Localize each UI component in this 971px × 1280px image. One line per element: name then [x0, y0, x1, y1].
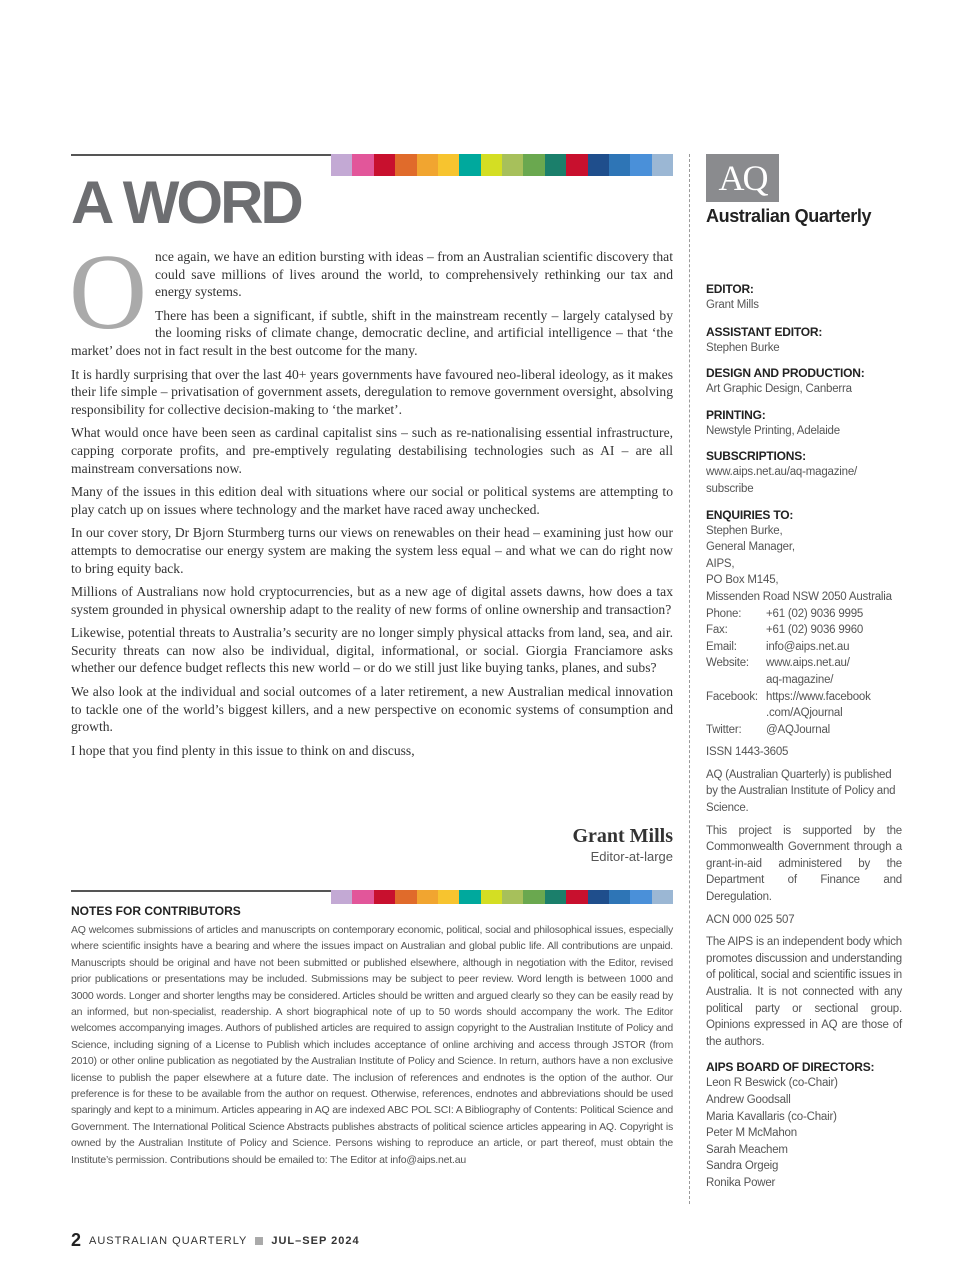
fax-label: Fax: — [706, 624, 728, 637]
color-swatch — [331, 154, 352, 176]
color-swatch — [481, 890, 502, 904]
page-number: 2 — [71, 1230, 82, 1250]
aips-note: The AIPS is an independent body which promotes discussion and understanding of political, social and scientific issues in Australia. It is not connected with any political party or sectional group. Opinions expressed in AQ are those of the authors. — [706, 936, 902, 1048]
design-heading: DESIGN AND PRODUCTION: — [706, 366, 865, 381]
enquiries-heading: ENQUIRIES TO: — [706, 507, 794, 522]
website-link[interactable]: www.aips.net.au/ aq-magazine/ — [766, 657, 850, 686]
color-swatch — [352, 154, 373, 176]
paragraph-4: What would once have been seen as cardinal capitalist sins – such as re-nationalising essential infrastructure, capping corporate profits, and pre-emptively regulating destabilising technologies such as AI – are all mainstream conversations now. — [71, 425, 673, 476]
color-swatch — [652, 154, 673, 176]
color-swatch — [609, 154, 630, 176]
subscriptions-url-cont[interactable]: subscribe — [706, 482, 754, 495]
website-label: Website: — [706, 657, 749, 670]
phone-value: +61 (02) 9036 9995 — [766, 607, 864, 620]
dropcap: O — [69, 233, 147, 352]
article-body — [69, 233, 673, 765]
board-member: Sandra Orgeig — [706, 1160, 779, 1173]
board-member: Peter M McMahon — [706, 1127, 797, 1140]
color-swatch — [459, 154, 480, 176]
board-member: Sarah Meachem — [706, 1143, 788, 1156]
enquiries-line: Missenden Road NSW 2050 Australia — [706, 590, 892, 603]
color-swatch — [609, 890, 630, 904]
email-link[interactable]: info@aips.net.au — [766, 640, 850, 653]
email-label: Email: — [706, 640, 737, 653]
color-swatch — [566, 890, 587, 904]
color-swatch — [566, 154, 587, 176]
color-swatch — [417, 154, 438, 176]
notes-body: AQ welcomes submissions of articles and manuscripts on contemporary economic, political, social and philosophical issues, especially where scientific insights have a bearing and where the issues impact on Australian and global public life. All contributions are unpaid. Manuscripts should be original and have not been submitted or published elsewhere, although in negotiation with the Editor, revised prior publications or presentations may be included. Submissions may be subject to peer review. Word length is between 1000 and 3000 words. Longer and shorter lengths may be considered. Articles should be written and argued clearly so they can be easily read by an informed, but non-specialist, readership. A short biographical note of up to 50 words should accompany the work. The Editor welcomes accompanying images. Authors of published articles are required to assign copyright to the Australian Institute of Policy and Science, including signing of a License to Publish which includes acceptance of online archiving and access through JSTOR (from 2010) or other online publication as negotiated by the Australian Institute of Policy and Science. In return, authors have a non exclusive license to publish the paper elsewhere at a future date. The inclusion of references and endnotes is the option of the author. Our preference is for these to be available from the author on request. Otherwise, references, endnotes and abbreviations should be used sparingly and kept to a minimum. Articles appearing in AQ are indexed ABC POL SCI: A Bibliography of Contents: Political Science and Government. The International Political Science Abstracts publishes abstracts of political science articles appearing in AQ. Copyright is owned by the Australian Institute of Policy and Science. Persons wishing to reproduce an article, or part thereof, must obtain the Institute’s permission. Contributions should be emailed to: The Editor at info@aips.net.au — [71, 924, 673, 1166]
board-member: Andrew Goodsall — [706, 1093, 791, 1106]
subscriptions-url[interactable]: www.aips.net.au/aq-magazine/ — [706, 466, 858, 479]
color-swatch — [502, 154, 523, 176]
color-swatch — [630, 890, 651, 904]
phone-label: Phone: — [706, 607, 742, 620]
aq-logo: AQ — [706, 154, 779, 202]
color-swatch — [523, 154, 544, 176]
color-swatch — [588, 890, 609, 904]
page-title: A WORD — [71, 169, 301, 236]
enquiries-line: General Manager, — [706, 541, 795, 554]
printing-value: Newstyle Printing, Adelaide — [706, 424, 840, 437]
color-strip — [331, 154, 673, 176]
enquiries-line: Stephen Burke, — [706, 524, 783, 537]
color-swatch — [374, 154, 395, 176]
email-row — [706, 639, 902, 656]
color-swatch — [417, 890, 438, 904]
issue-date: JUL–SEP 2024 — [271, 1234, 360, 1247]
color-swatch — [502, 890, 523, 904]
paragraph-9: We also look at the individual and social outcomes of a later retirement, a new Australian medical innovation to tackle one of the world’s biggest killers, and a new perspective on economic systems of consumption and growth. — [71, 684, 673, 735]
publisher-note: AQ (Australian Quarterly) is published by the Australian Institute of Policy and Science. — [706, 768, 896, 815]
signature — [572, 824, 673, 866]
enquiries-line: PO Box M145, — [706, 574, 779, 587]
publication-name: AUSTRALIAN QUARTERLY — [89, 1234, 248, 1247]
signature-role: Editor-at-large — [590, 849, 673, 864]
funding-note: This project is supported by the Commonwealth Government through a grant-in-aid administered by the Department of Finance and Deregulation. — [706, 824, 902, 904]
notes-color-strip — [331, 890, 673, 904]
column-divider — [689, 154, 690, 1204]
enquiries-line: AIPS, — [706, 557, 735, 570]
fax-value: +61 (02) 9036 9960 — [766, 624, 864, 637]
twitter-row — [706, 722, 902, 739]
color-swatch — [545, 154, 566, 176]
paragraph-1: Once again, we have an edition bursting with ideas – from an Australian scientific discovery that could save millions of lives around the world, to comprehensively rethinking our tax and energy systems. — [69, 233, 673, 352]
color-swatch — [438, 890, 459, 904]
brand-name: Australian Quarterly — [706, 206, 872, 226]
color-swatch — [481, 154, 502, 176]
facebook-link[interactable]: https://www.facebook .com/AQjournal — [766, 690, 871, 720]
color-swatch — [459, 890, 480, 904]
paragraph-7: Millions of Australians now hold cryptocurrencies, but as a new age of digital assets dawns, how does a tax system grounded in physical ownership adapt to the reality of new forms of online ownership and transaction? — [71, 584, 673, 617]
facebook-label: Facebook: — [706, 690, 758, 703]
printing-heading: PRINTING: — [706, 407, 766, 422]
subscriptions-heading: SUBSCRIPTIONS: — [706, 449, 806, 464]
acn: ACN 000 025 507 — [706, 913, 795, 926]
color-swatch — [395, 890, 416, 904]
assistant-editor-heading: ASSISTANT EDITOR: — [706, 324, 823, 339]
fax-row — [706, 622, 902, 639]
masthead-sidebar — [706, 154, 902, 1192]
color-swatch — [331, 890, 352, 904]
color-swatch — [438, 154, 459, 176]
color-swatch — [352, 890, 373, 904]
website-row — [706, 655, 902, 688]
color-swatch — [523, 890, 544, 904]
board-list — [706, 1075, 902, 1191]
design-value: Art Graphic Design, Canberra — [706, 383, 852, 396]
board-member: Leon R Beswick (co-Chair) — [706, 1077, 838, 1090]
editor-heading: EDITOR: — [706, 282, 754, 296]
paragraph-6: In our cover story, Dr Bjorn Sturmberg turns our views on renewables on their head – examining just how our attempts to democratise our energy system are making the system less equal – and what we can do right now to bring equity back. — [71, 525, 673, 576]
editor-value: Grant Mills — [706, 299, 759, 311]
color-swatch — [545, 890, 566, 904]
color-swatch — [395, 154, 416, 176]
signature-name: Grant Mills — [572, 825, 673, 847]
facebook-row — [706, 689, 902, 722]
board-heading: AIPS BOARD OF DIRECTORS: — [706, 1060, 875, 1075]
paragraph-8: Likewise, potential threats to Australia’s security are no longer simply physical attacks from land, sea, and air. Security threats can now also be individual, digital, informational, or social. Giorgia Franciamore asks whether our defence budget reflects this new world – or do we still just like buying tanks, planes, and subs? — [71, 625, 673, 676]
paragraph-2: There has been a significant, if subtle, shift in the mainstream recently – largely catalysed by the looming risks of climate change, democratic decline, and artificial intelligence – that ‘the market’ does not in fact result in the best outcome for the many. — [71, 307, 673, 358]
color-swatch — [588, 154, 609, 176]
assistant-editor-value: Stephen Burke — [706, 341, 780, 354]
color-swatch — [630, 154, 651, 176]
board-member: Ronika Power — [706, 1176, 776, 1189]
paragraph-10: I hope that you find plenty in this issue to think on and discuss, — [71, 742, 415, 758]
page-footer — [71, 1230, 360, 1251]
twitter-label: Twitter: — [706, 723, 742, 736]
separator-square — [255, 1237, 263, 1245]
paragraph-3: It is hardly surprising that over the last 40+ years governments have favoured neo-liberal ideology, as it makes their life simple – privatisation of government assets, deregulation to remove government oversight, absolving responsibility for collective decision-making to ‘the market’. — [71, 366, 673, 417]
twitter-handle[interactable]: @AQJournal — [766, 723, 831, 736]
issn: ISSN 1443-3605 — [706, 746, 789, 759]
board-member: Maria Kavallaris (co-Chair) — [706, 1110, 837, 1123]
color-swatch — [652, 890, 673, 904]
color-swatch — [374, 890, 395, 904]
notes-title: NOTES FOR CONTRIBUTORS — [71, 904, 241, 918]
paragraph-5: Many of the issues in this edition deal with situations where our social or political systems are attempting to play catch up on issues where technology and the market have raced away unchecked. — [71, 484, 673, 517]
phone-row — [706, 606, 902, 623]
